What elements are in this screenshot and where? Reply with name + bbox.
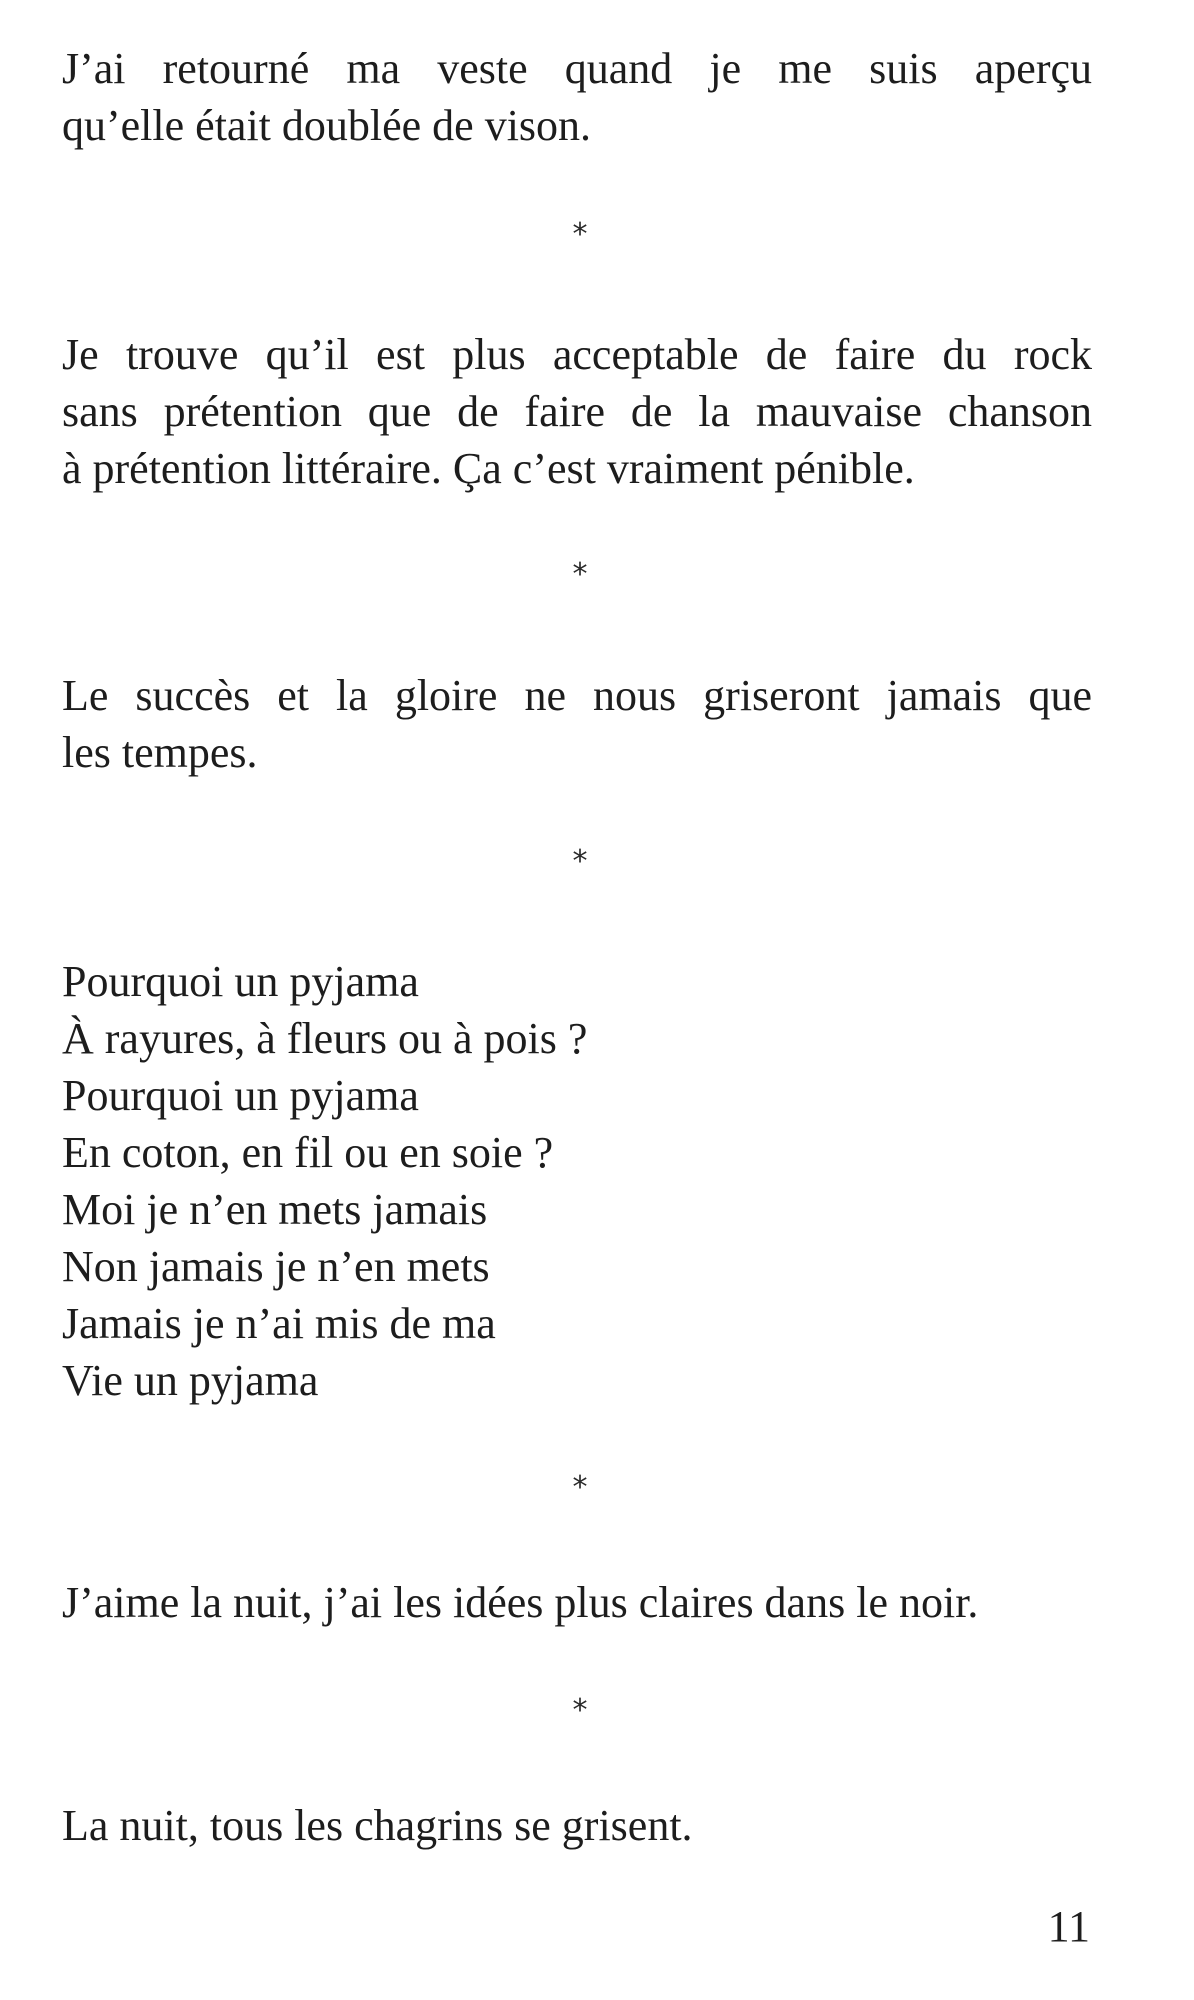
verse-line: Pourquoi un pyjama (62, 957, 419, 1006)
aphorism-jacket (62, 40, 1092, 154)
section-separator: * (572, 1693, 588, 1728)
aphorism-sorrows (62, 1797, 1092, 1854)
aphorism-success (62, 667, 1092, 781)
verse-line: Jamais je n’ai mis de ma (62, 1299, 496, 1348)
text-line: les tempes. (62, 728, 258, 777)
pyjama-verse (62, 953, 587, 1409)
text-line: Le succès et la gloire ne nous griseront jamais que (62, 671, 1092, 720)
verse-line: En coton, en fil ou en soie ? (62, 1128, 554, 1177)
text-line: Je trouve qu’il est plus acceptable de faire du rock (62, 330, 1092, 379)
text-line: qu’elle était doublée de vison. (62, 101, 592, 150)
verse-line: Non jamais je n’en mets (62, 1242, 490, 1291)
text-line: La nuit, tous les chagrins se grisent. (62, 1801, 693, 1850)
verse-line: Pourquoi un pyjama (62, 1071, 419, 1120)
verse-line: Moi je n’en mets jamais (62, 1185, 488, 1234)
text-line: sans prétention que de faire de la mauvaise chanson (62, 387, 1092, 436)
text-line: J’ai retourné ma veste quand je me suis aperçu (62, 44, 1092, 93)
page-number: 11 (1047, 1902, 1090, 1951)
aphorism-night (62, 1574, 1092, 1631)
text-line: J’aime la nuit, j’ai les idées plus claires dans le noir. (62, 1578, 979, 1627)
aphorism-rock (62, 326, 1092, 497)
section-separator: * (572, 217, 588, 252)
verse-line: À rayures, à fleurs ou à pois ? (62, 1014, 588, 1063)
verse-line: Vie un pyjama (62, 1356, 319, 1405)
section-separator: * (572, 557, 588, 592)
section-separator: * (572, 1470, 588, 1505)
text-line: à prétention littéraire. Ça c’est vraiment pénible. (62, 444, 915, 493)
section-separator: * (572, 844, 588, 879)
